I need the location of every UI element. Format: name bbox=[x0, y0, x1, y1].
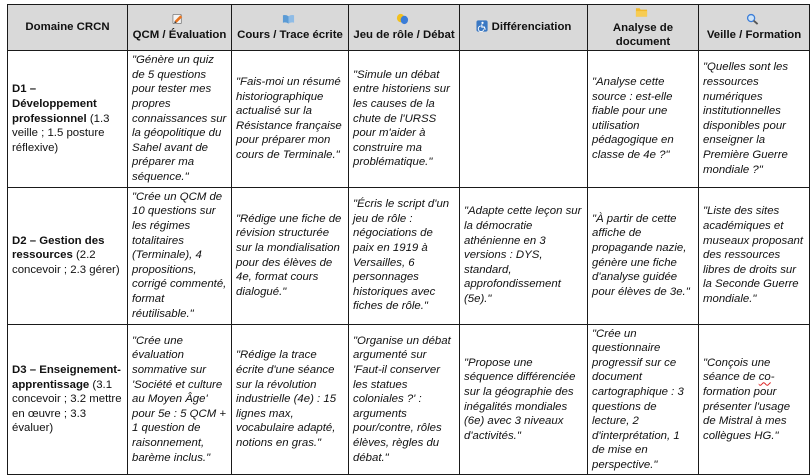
folder-icon bbox=[635, 6, 648, 18]
prompt-text-start: "Conçois une séance de bbox=[703, 356, 771, 384]
prompt-cell: "Liste des sites académiques et museaux proposant des ressources libres de droits sur la Seconde Guerre mondiale." bbox=[699, 187, 810, 324]
table-row bbox=[8, 187, 810, 324]
prompt-cell-empty bbox=[460, 51, 588, 187]
header-label: Différenciation bbox=[491, 21, 572, 34]
prompt-cell: "Analyse cette source : est-elle fiable pour une utilisation pédagogique en classe de 4e ?" bbox=[588, 51, 699, 187]
table-row bbox=[8, 51, 810, 187]
prompt-cell: "Rédige une fiche de révision structurée sur la mondialisation pour des élèves de 4e, format cours dialogué." bbox=[232, 187, 349, 324]
prompt-cell-veille bbox=[699, 324, 810, 475]
theater-masks-icon bbox=[396, 13, 409, 25]
header-label: Analyse de document bbox=[612, 21, 674, 48]
header-label: Cours / Trace écrite bbox=[237, 28, 343, 41]
prompt-cell: "Propose une séquence différenciée sur la géographie des inégalités mondiales (6e) avec 3 niveaux d'activités." bbox=[460, 324, 588, 475]
header-label: Veille / Formation bbox=[706, 28, 802, 41]
header-analyse bbox=[588, 5, 699, 51]
prompt-cell: "Simule un débat entre historiens sur les causes de la chute de l'URSS pour m'aider à construire ma problématique." bbox=[349, 51, 460, 187]
header-qcm bbox=[128, 5, 232, 51]
quiz-pencil-icon bbox=[172, 13, 185, 25]
header-label: Domaine CRCN bbox=[25, 21, 110, 34]
header-differenciation bbox=[460, 5, 588, 51]
prompt-cell: "Adapte cette leçon sur la démocratie athénienne en 3 versions : DYS, standard, approfondissement (5e)." bbox=[460, 187, 588, 324]
domain-cell bbox=[8, 187, 128, 324]
domain-detail: (3.1 concevoir ; 3.2 mettre en œuvre ; 3.3 évaluer) bbox=[12, 378, 122, 435]
header-label: QCM / Évaluation bbox=[132, 28, 227, 41]
header-row bbox=[8, 5, 810, 51]
open-book-icon bbox=[282, 13, 295, 25]
header-veille bbox=[699, 5, 810, 51]
prompt-text-end: -formation pour présenter l'usage de Mistral à mes collègues HG." bbox=[703, 371, 791, 442]
prompt-cell: "Organise un débat argumenté sur 'Faut-il conserver les statues coloniales ?' : arguments pour/contre, rôles élèves, règles du débat." bbox=[349, 324, 460, 475]
domain-title: D3 – Enseignement-apprentissage bbox=[12, 364, 121, 391]
spellcheck-marked-word: co bbox=[758, 371, 771, 384]
domain-detail: (1.3 veille ; 1.5 posture réflexive) bbox=[12, 112, 110, 154]
header-label: Jeu de rôle / Débat bbox=[353, 28, 455, 41]
header-jeu-de-role bbox=[349, 5, 460, 51]
domain-detail: (2.2 concevoir ; 2.3 gérer) bbox=[12, 249, 120, 276]
domain-cell bbox=[8, 324, 128, 475]
prompt-cell: "À partir de cette affiche de propagande nazie, génère une fiche d'analyse guidée pour élèves de 3e." bbox=[588, 187, 699, 324]
prompt-cell: "Fais-moi un résumé historiographique actualisé sur la Résistance française pour préparer mon cours de Terminale." bbox=[232, 51, 349, 187]
header-domaine bbox=[8, 5, 128, 51]
domain-title: D2 – Gestion des ressources bbox=[12, 234, 105, 262]
prompt-cell: "Rédige la trace écrite d'une séance sur la révolution industrielle (4e) : 15 lignes max, vocabulaire adapté, notions en gras." bbox=[232, 324, 349, 475]
crcn-prompt-table bbox=[7, 4, 810, 475]
prompt-cell: "Écris le script d'un jeu de rôle : négociations de paix en 1919 à Versailles, 6 personnages historiques avec fiches de rôle." bbox=[349, 187, 460, 324]
magnifier-icon bbox=[746, 13, 759, 25]
table-row bbox=[8, 324, 810, 475]
prompt-cell: "Crée un questionnaire progressif sur ce document cartographique : 3 questions de lecture, 2 d'interprétation, 1 de mise en perspective." bbox=[588, 324, 699, 475]
prompt-cell: "Crée une évaluation sommative sur 'Société et culture au Moyen Âge' pour 5e : 5 QCM + 1 question de raisonnement, barème inclus." bbox=[128, 324, 232, 475]
accessibility-icon bbox=[476, 20, 489, 32]
prompt-cell: "Quelles sont les ressources numériques institutionnelles disponibles pour enseigner la Première Guerre mondiale ?" bbox=[699, 51, 810, 187]
prompt-cell: "Génère un quiz de 5 questions pour tester mes propres connaissances sur la géopolitique du Sahel avant de préparer ma séquence." bbox=[128, 51, 232, 187]
header-cours bbox=[232, 5, 349, 51]
domain-title: D1 – Développement professionnel bbox=[12, 83, 97, 125]
domain-cell bbox=[8, 51, 128, 187]
prompt-cell: "Crée un QCM de 10 questions sur les régimes totalitaires (Terminale), 4 propositions, corrigé commenté, format réutilisable." bbox=[128, 187, 232, 324]
